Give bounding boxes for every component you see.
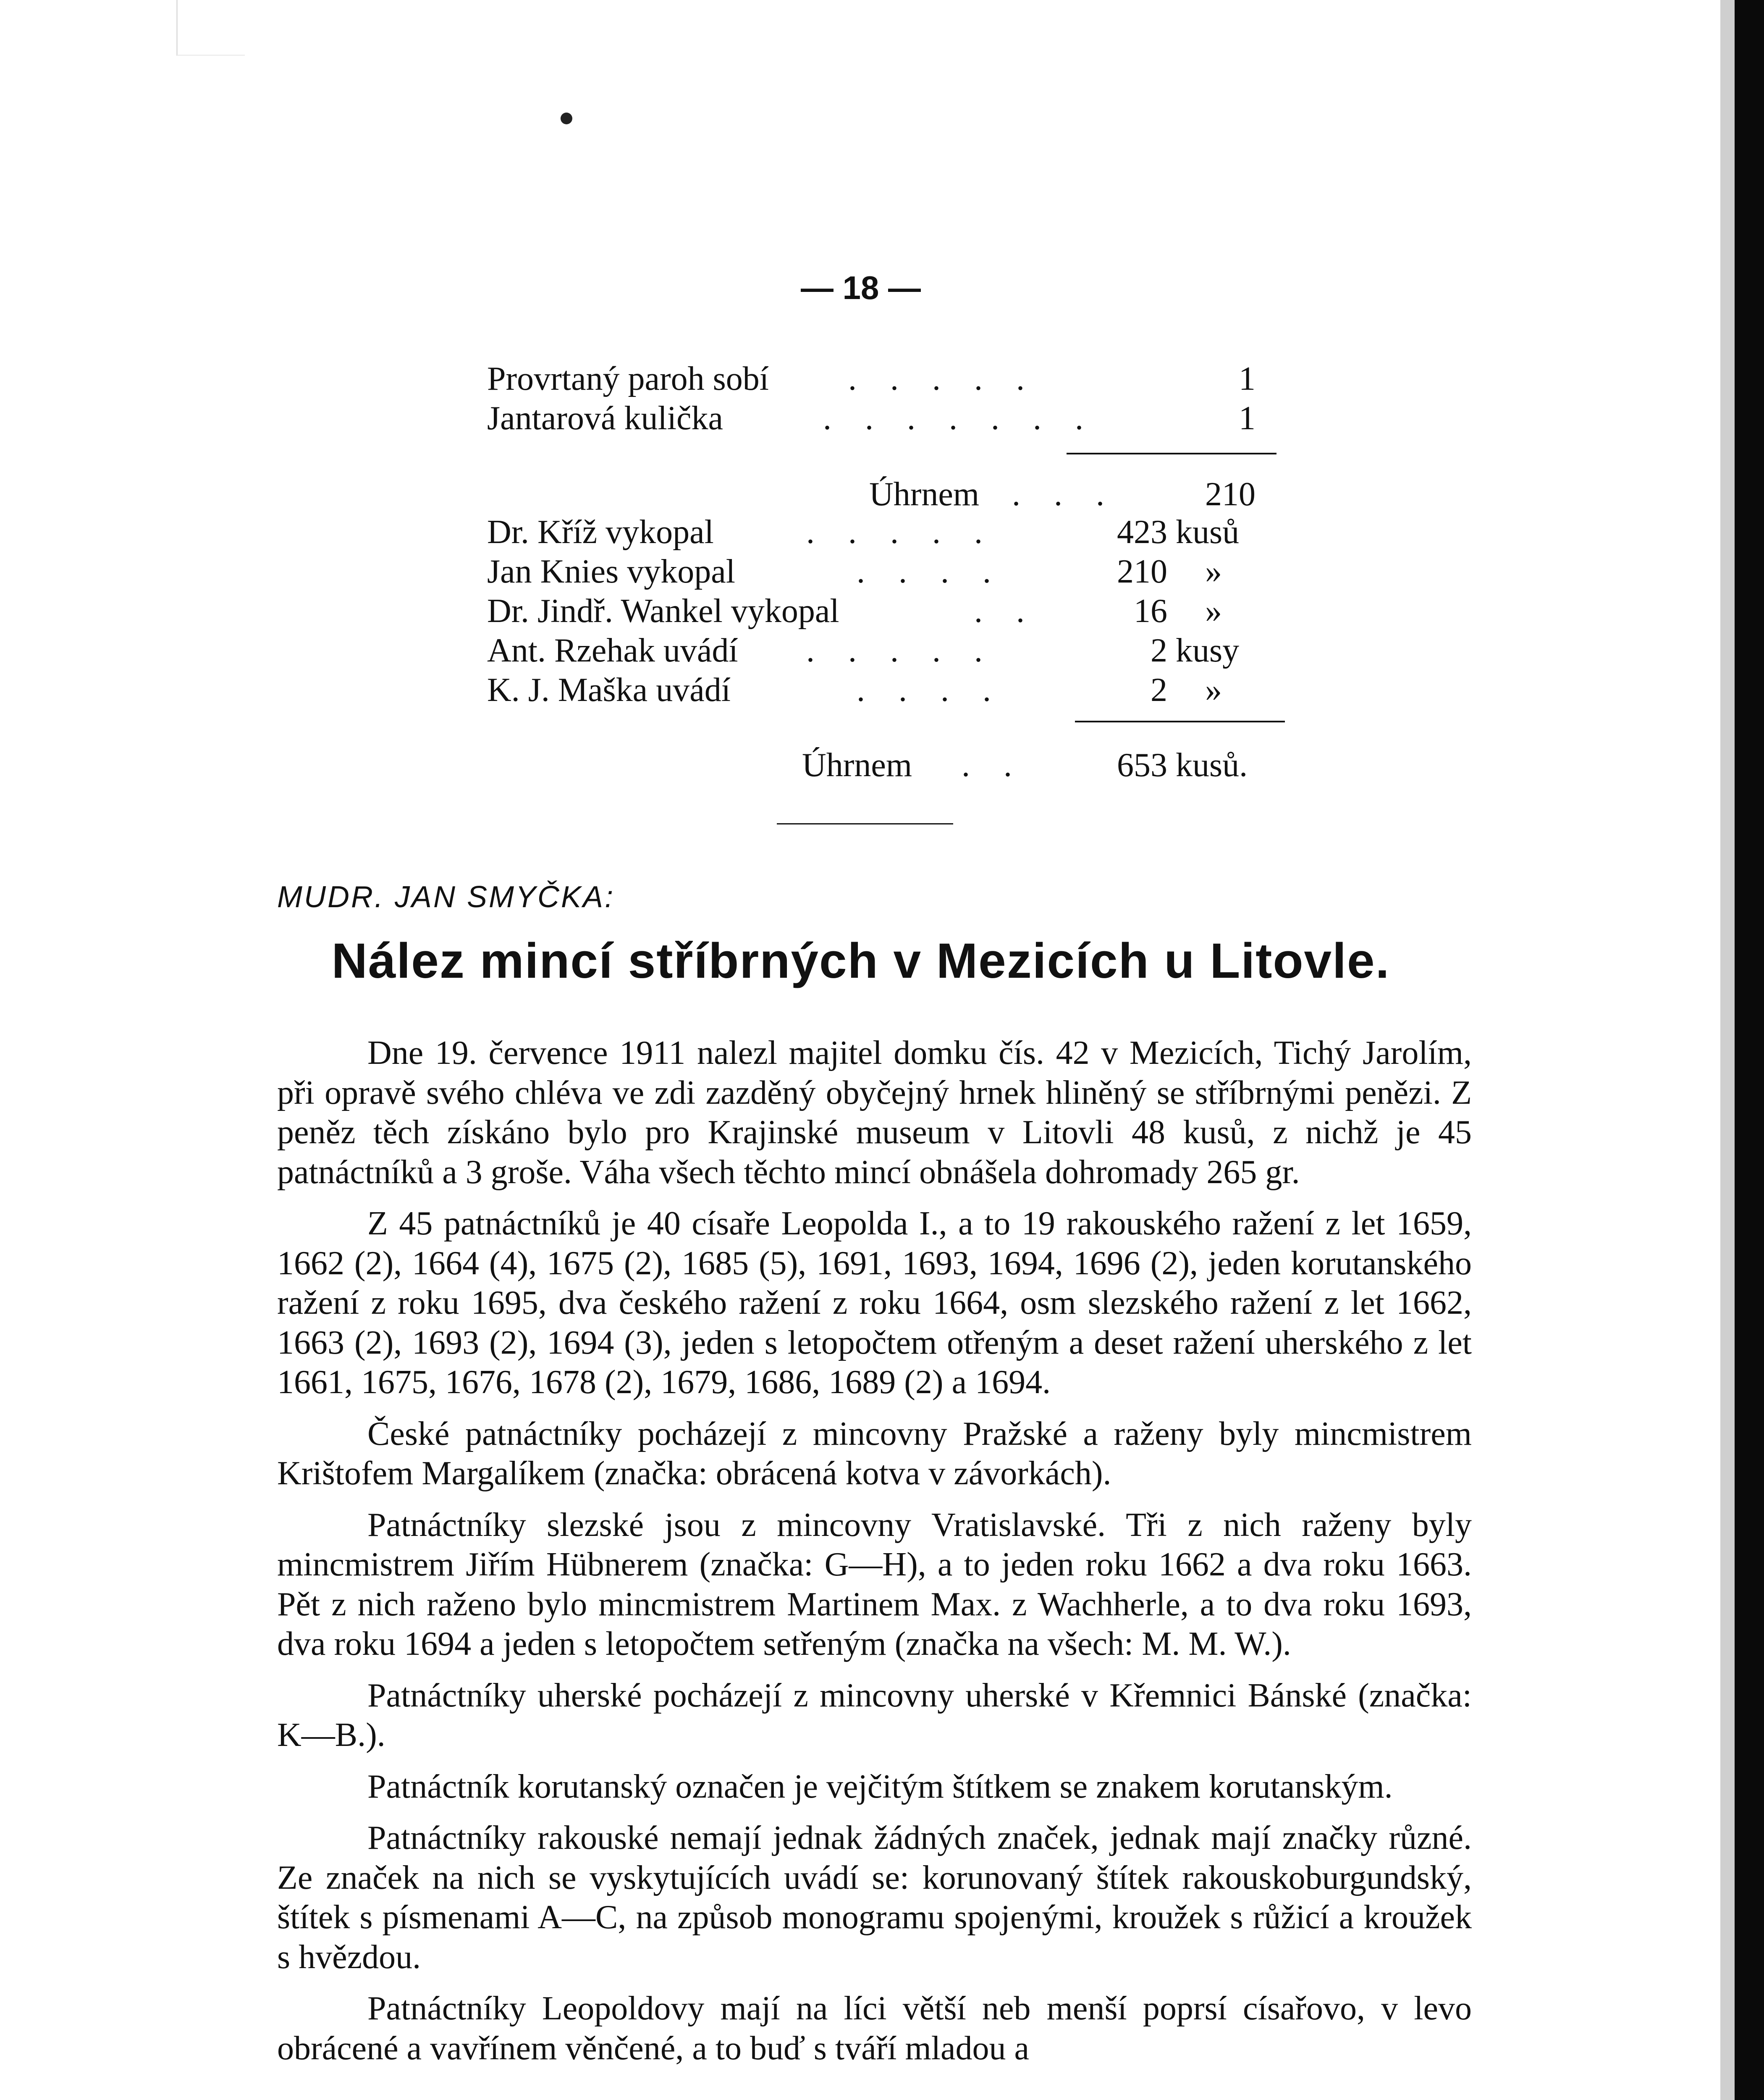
section-separator bbox=[777, 823, 953, 824]
tally-dots: . . . . . bbox=[806, 632, 995, 669]
tally-row bbox=[487, 591, 1285, 631]
tally-unit: kusů bbox=[1176, 514, 1240, 551]
tally-label: Provrtaný paroh sobí bbox=[487, 360, 769, 397]
subtotal-label: Úhrnem bbox=[869, 476, 980, 513]
tally-value: 2 bbox=[1151, 632, 1167, 669]
tally-label: Dr. Kříž vykopal bbox=[487, 514, 714, 551]
tally-dots: . . . . . bbox=[848, 360, 1037, 397]
paragraph: Patnáctníky rakouské nemají jednak žádných značek, jednak mají značky různé. Ze značek na nich se vyskytujících uvádí se: korunovaný štítek rakouskoburgundský, štítek s písmenami A—C, na způsob monogramu spojenými, kroužek s růžicí a kroužek s hvězdou. bbox=[277, 1819, 1472, 1976]
tally-row bbox=[487, 399, 1285, 438]
total-rule bbox=[1075, 721, 1285, 722]
subtotal-row bbox=[487, 475, 1285, 514]
paragraph: Patnáctníky slezské jsou z mincovny Vratislavské. Tři z nich raženy byly mincmistrem Jiřím Hübnerem (značka: G—H), a to jeden roku 1662 a dva roku 1663. Pět z nich raženo bylo mincmistrem Martinem Max. z Wachherle, a to dva roku 1693, dva roku 1694 a jeden s letopočtem setřeným (značka na všech: M. M. W.). bbox=[277, 1506, 1472, 1662]
tally-row bbox=[487, 670, 1285, 710]
tally-unit: kusy bbox=[1176, 632, 1240, 669]
tally-value: 1 bbox=[1239, 400, 1256, 437]
tally-label: Jantarová kulička bbox=[487, 400, 723, 437]
tally-row bbox=[487, 512, 1285, 552]
article-author: MUDR. JAN SMYČKA: bbox=[277, 880, 615, 914]
tally-label: K. J. Maška uvádí bbox=[487, 672, 731, 709]
tally-label: Ant. Rzehak uvádí bbox=[487, 632, 738, 669]
total-dots: . . bbox=[962, 747, 1025, 784]
paragraph: Z 45 patnáctníků je 40 císaře Leopolda I., a to 19 rakouského ražení z let 1659, 1662 (2), 1664 (4), 1675 (2), 1685 (5), 1691, 1693, 1694, 1696 (2), jeden korutanského ražení z roku 1695, dva českého ražení z roku 1664, osm slezského ražení z let 1662, 1663 (2), 1693 (2), 1694 (3), jeden s letopočtem otřeným a deset ražení uherského z let 1661, 1675, 1676, 1678 (2), 1679, 1686, 1689 (2) a 1694. bbox=[277, 1205, 1472, 1401]
tally-label: Jan Knies vykopal bbox=[487, 553, 736, 590]
tally-value: 423 bbox=[1117, 514, 1167, 551]
total-value: 653 bbox=[1117, 747, 1167, 784]
tally-value: 1 bbox=[1239, 360, 1256, 397]
paragraph: Patnáctníky Leopoldovy mají na líci větší neb menší poprsí císařovo, v levo obrácené a vavřínem věnčené, a to buď s tváří mladou a bbox=[277, 1990, 1472, 2067]
tally-row bbox=[487, 631, 1285, 670]
tally-dots: . . . . bbox=[857, 672, 1004, 709]
article-title: Nález mincí stříbrných v Mezicích u Litovle. bbox=[331, 933, 1390, 989]
paragraph: Patnáctník korutanský označen je vejčitým štítkem se znakem korutanským. bbox=[367, 1768, 1393, 1805]
scan-edge bbox=[1735, 0, 1764, 2100]
subtotal-rule bbox=[1067, 453, 1276, 454]
tally-dots: . . . . bbox=[857, 553, 1004, 590]
total-unit: kusů. bbox=[1176, 747, 1248, 784]
tally-dots: . . . . . bbox=[806, 514, 995, 551]
tally-unit: » bbox=[1205, 593, 1222, 630]
total-label: Úhrnem bbox=[802, 747, 912, 784]
paragraph: Dne 19. července 1911 nalezl majitel domku čís. 42 v Mezicích, Tichý Jarolím, při opravě svého chléva ve zdi zazděný obyčejný hrnek hliněný se stříbrnými penězi. Z peněz těch získáno bylo pro Krajinské museum v Litovli 48 kusů, z nichž je 45 patnáctníků a 3 groše. Váha všech těchto mincí obnášela dohromady 265 gr. bbox=[277, 1034, 1472, 1191]
tally-row bbox=[487, 552, 1285, 591]
article-body bbox=[277, 1033, 1472, 2080]
scan-mark bbox=[176, 0, 245, 56]
total-row bbox=[487, 746, 1285, 785]
tally-value: 210 bbox=[1117, 553, 1167, 590]
paragraph: Patnáctníky uherské pocházejí z mincovny uherské v Křemnici Bánské (značka: K—B.). bbox=[277, 1677, 1472, 1754]
tally-unit: » bbox=[1205, 553, 1222, 590]
tally-value: 2 bbox=[1151, 672, 1167, 709]
tally-dots: . . bbox=[974, 593, 1037, 630]
subtotal-dots: . . . bbox=[1012, 476, 1117, 513]
scan-edge-shadow bbox=[1720, 0, 1735, 2100]
tally-unit: » bbox=[1205, 672, 1222, 709]
page-number: — 18 — bbox=[800, 269, 921, 306]
paragraph: České patnáctníky pocházejí z mincovny Pražské a raženy byly mincmistrem Krištofem Margalíkem (značka: obrácená kotva v závorkách). bbox=[277, 1415, 1472, 1492]
subtotal-value: 210 bbox=[1205, 476, 1256, 513]
tally-row bbox=[487, 359, 1285, 399]
tally-value: 16 bbox=[1134, 593, 1167, 630]
tally-dots: . . . . . . . bbox=[823, 400, 1096, 437]
tally-table bbox=[487, 0, 1285, 798]
tally-label: Dr. Jindř. Wankel vykopal bbox=[487, 593, 839, 630]
